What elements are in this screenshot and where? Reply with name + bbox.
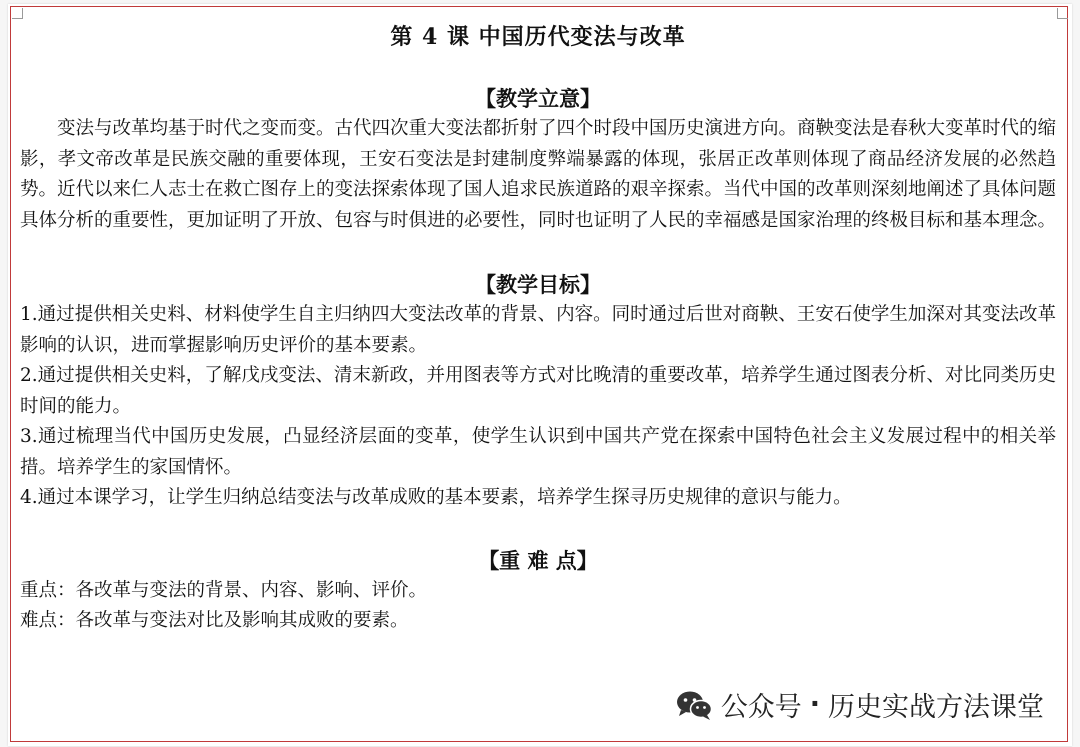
section-gap: [20, 236, 1056, 270]
objective-item-4: 4.通过本课学习，让学生归纳总结变法与改革成败的基本要素，培养学生探寻历史规律的意识与能力。: [20, 487, 852, 508]
objective-item-2: 2.通过提供相关史料，了解戊戌变法、清末新政，并用图表等方式对比晚清的重要改革，培养学生通过图表分析、对比同类历史时间的能力。: [20, 365, 1056, 417]
objective-item-1: 1.通过提供相关史料、材料使学生自主归纳四大变法改革的背景、内容。同时通过后世对商鞅、王安石使学生加深对其变法改革影响的认识，进而掌握影响历史评价的基本要素。: [20, 304, 1056, 356]
purpose-heading: 【教学立意】: [475, 86, 601, 111]
crop-mark-top-right: [1057, 8, 1068, 19]
key-point-line: 重点：各改革与变法的背景、内容、影响、评价。: [20, 579, 428, 601]
key-difficult-heading: 【重 难 点】: [478, 547, 598, 573]
document-page: [8, 4, 1072, 746]
purpose-paragraph: 变法与改革均基于时代之变而变。古代四次重大变法都折射了四个时段中国历史演进方向。商鞅变法是春秋大变革时代的缩影，孝文帝改革是民族交融的重要体现，王安石变法是封建制度弊端暴露的体现，张居正改革则体现了商品经济发展的必然趋势。近代以来仁人志士在救亡图存上的变法探索体现了国人追求民族道路的艰辛探索。当代中国的改革则深刻地阐述了具体问题具体分析的重要性，更加证明了开放、包容与时俱进的必要性，同时也证明了人民的幸福感是国家治理的终极目标和基本理念。: [20, 118, 1057, 231]
watermark-label-left: 公众号: [720, 692, 802, 723]
section-gap: [20, 514, 1056, 546]
watermark-separator: ·: [809, 689, 820, 720]
document-content: [20, 22, 1056, 637]
lesson-title: 第 4 课 中国历代变法与改革: [390, 24, 686, 50]
wechat-watermark: [669, 683, 1050, 726]
wechat-icon: [675, 689, 713, 721]
objectives-heading: 【教学目标】: [475, 272, 601, 297]
watermark-label-right: 历史实战方法课堂: [828, 692, 1044, 723]
objective-item-3: 3.通过梳理当代中国历史发展，凸显经济层面的变革，使学生认识到中国共产党在探索中国特色社会主义发展过程中的相关举措。培养学生的家国情怀。: [20, 426, 1056, 478]
crop-mark-top-left: [12, 8, 23, 19]
difficult-point-line: 难点：各改革与变法对比及影响其成败的要素。: [20, 610, 409, 631]
